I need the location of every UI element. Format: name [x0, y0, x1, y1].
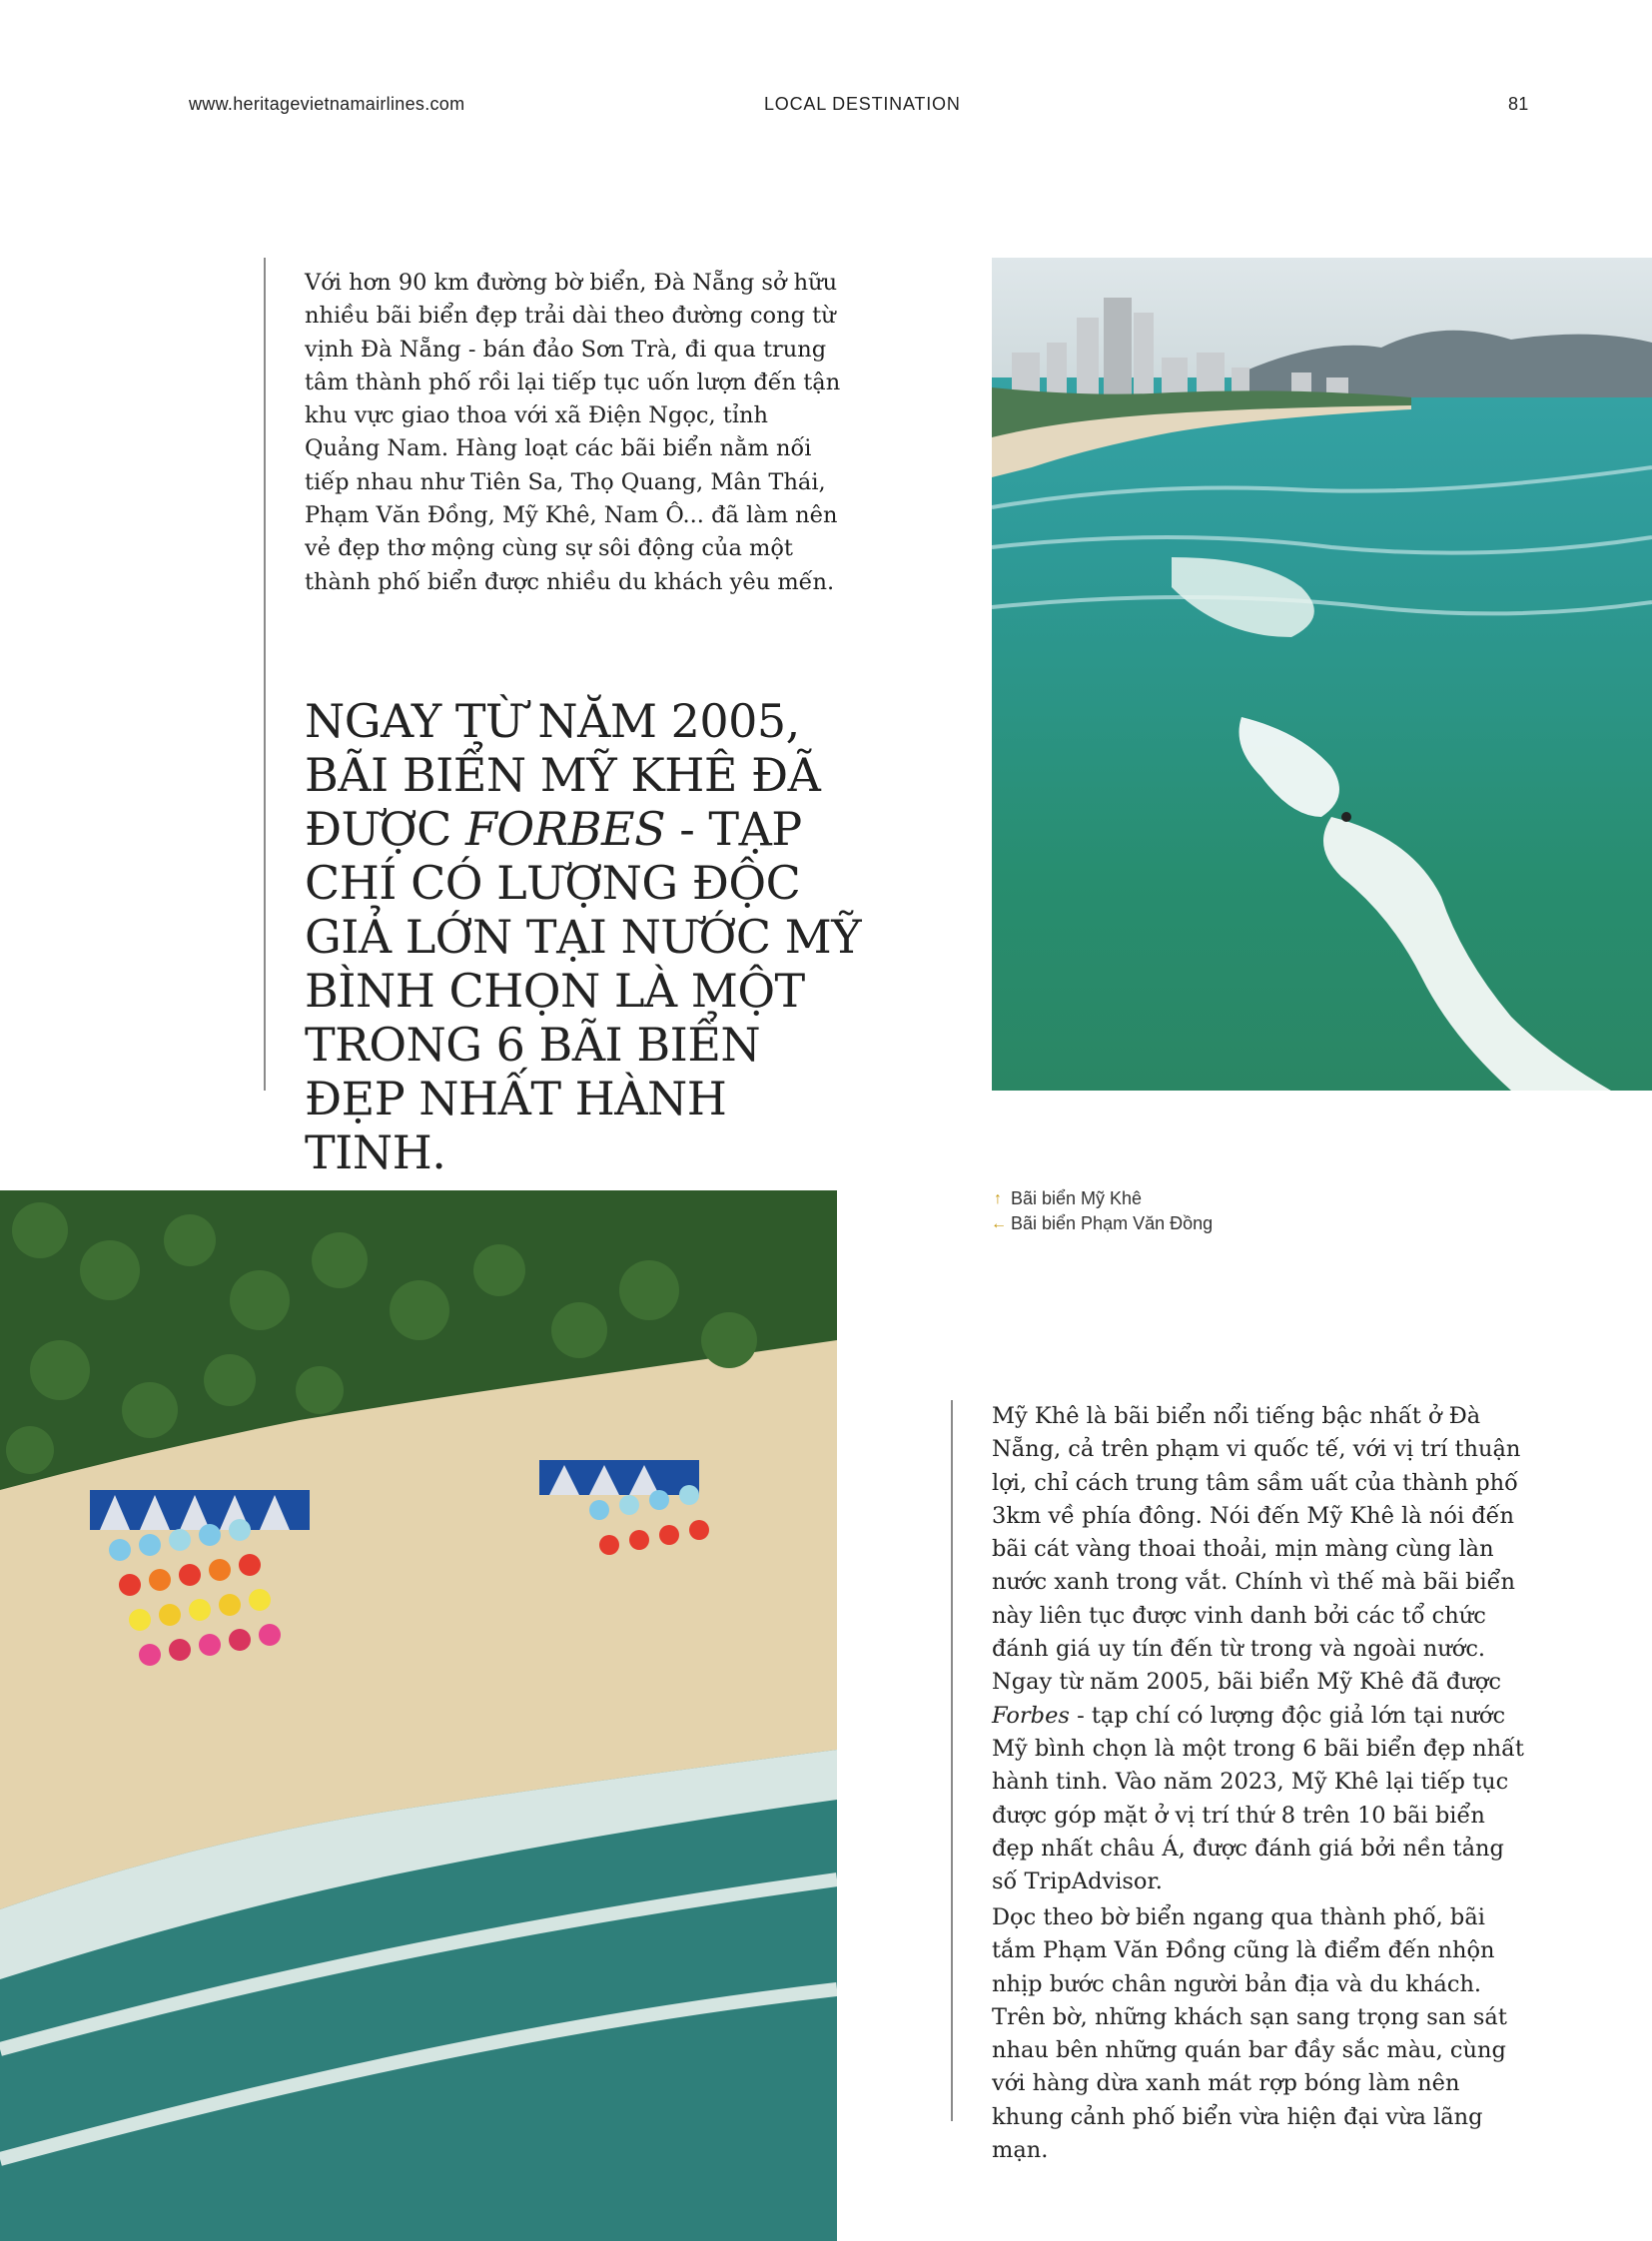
left-column-rule [264, 258, 266, 1091]
pull-quote-text-start: NGAY TỪ NĂM 2005, BÃI BIỂN MỸ KHÊ ĐÃ ĐƯỢC [305, 694, 821, 856]
photo-captions [991, 1186, 1213, 1236]
intro-paragraph: Với hơn 90 km đường bờ biển, Đà Nẵng sở hữu nhiều bãi biển đẹp trải dài theo đường cong từ vịnh Đà Nẵng - bán đảo Sơn Trà, đi qua trung tâm thành phố rồi lại tiếp tục uốn lượn đến tận khu vực giao thoa với xã Điện Ngọc, tỉnh Quảng Nam. Hàng loạt các bãi biển nằm nối tiếp nhau như Tiên Sa, Thọ Quang, Mân Thái, Phạm Văn Đồng, Mỹ Khê, Nam Ô... đã làm nên vẻ đẹp thơ mộng cùng sự sôi động của một thành phố biển được nhiều du khách yêu mến. [305, 270, 841, 595]
body-paragraph-1-start: Mỹ Khê là bãi biển nổi tiếng bậc nhất ở Đà Nẵng, cả trên phạm vi quốc tế, với vị trí thuận lợi, chỉ cách trung tâm sầm uất của thành phố 3km về phía đông. Nói đến Mỹ Khê là nói đến bãi cát vàng thoai thoải, mịn màng cùng làn nước xanh trong vắt. Chính vì thế mà bãi biển này liên tục được vinh danh bởi các tổ chức đánh giá uy tín đến từ trong và ngoài nước. Ngay từ năm 2005, bãi biển Mỹ Khê đã được [992, 1403, 1521, 1696]
photo-my-khe-beach [992, 258, 1652, 1091]
pull-quote [305, 694, 864, 1179]
body-paragraph-1 [992, 1400, 1531, 1898]
right-column-rule [951, 1400, 953, 2121]
body-paragraph-2: Dọc theo bờ biển ngang qua thành phố, bãi tắm Phạm Văn Đồng cũng là điểm đến nhộn nhịp bước chân người bản địa và du khách. Trên bờ, những khách sạn sang trọng san sát nhau bên những quán bar đầy sắc màu, cùng với hàng dừa xanh mát rợp bóng làm nên khung cảnh phố biển vừa hiện đại vừa lãng mạn. [992, 1904, 1507, 2164]
caption-text: Bãi biển Mỹ Khê [1011, 1188, 1143, 1208]
body-paragraph-1-italic: Forbes [992, 1702, 1070, 1729]
pull-quote-italic: FORBES [464, 802, 666, 856]
pull-quote-text-end: - TẠP CHÍ CÓ LƯỢNG ĐỘC GIẢ LỚN TẠI NƯỚC MỸ BÌNH CHỌN LÀ MỘT TRONG 6 BÃI BIỂN ĐẸP NHẤT HÀNH TINH. [305, 802, 862, 1179]
photo-pham-van-dong-beach [0, 1190, 837, 2241]
body-paragraph-1-end: - tạp chí có lượng độc giả lớn tại nước Mỹ bình chọn là một trong 6 bãi biển đẹp nhất hành tinh. Vào năm 2023, Mỹ Khê lại tiếp tục được góp mặt ở vị trí thứ 8 trên 10 bãi biển đẹp nhất châu Á, được đánh giá bởi nền tảng số TripAdvisor. [992, 1702, 1524, 1895]
arrow-up-icon: ↑ [994, 1190, 1002, 1207]
header-url: www.heritagevietnamairlines.com [189, 94, 465, 114]
header-section-title: LOCAL DESTINATION [764, 94, 961, 114]
arrow-left-icon: ← [991, 1215, 1007, 1232]
page-number: 81 [1508, 94, 1529, 114]
caption-pham-van-dong [991, 1211, 1213, 1236]
caption-text: Bãi biển Phạm Văn Đồng [1011, 1213, 1214, 1233]
caption-my-khe [991, 1186, 1213, 1211]
